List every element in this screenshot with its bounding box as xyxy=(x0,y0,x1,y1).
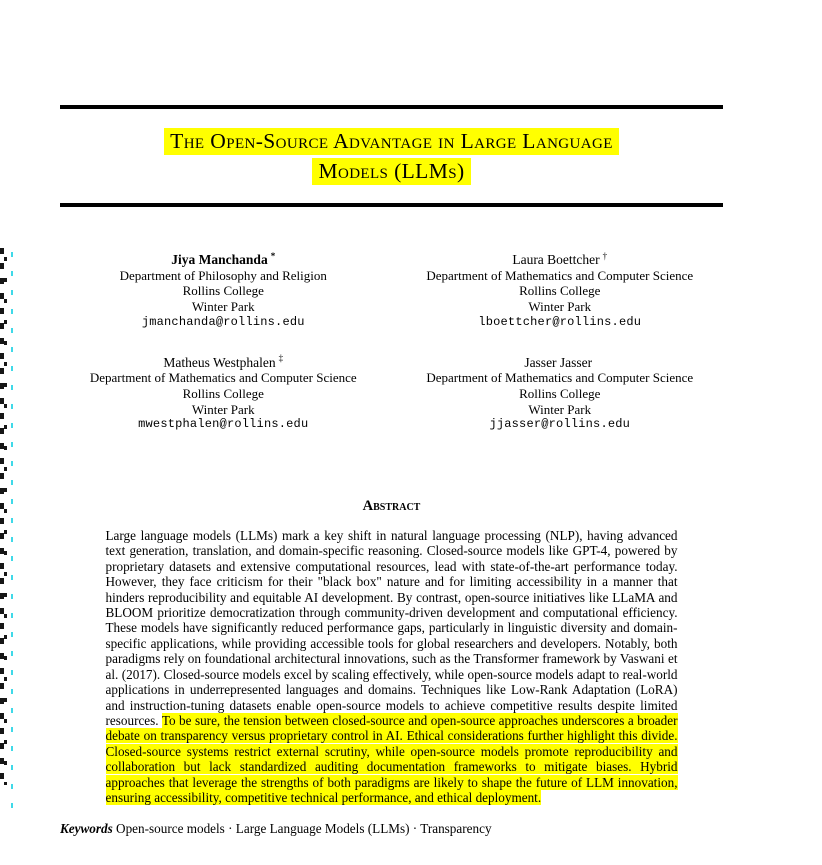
author-department: Department of Mathematics and Computer Science xyxy=(426,370,694,386)
paper-title-line1 xyxy=(60,126,723,156)
paper-title-line2 xyxy=(60,156,723,186)
author-institution: Rollins College xyxy=(519,385,601,401)
author-name-text: Matheus Westphalen xyxy=(163,354,276,370)
author-footnote-mark: † xyxy=(602,250,608,261)
author-city: Winter Park xyxy=(191,401,255,417)
author-block-matheus-westphalen xyxy=(60,355,387,434)
author-city: Winter Park xyxy=(191,299,255,315)
author-city: Winter Park xyxy=(528,299,592,315)
author-block-jiya-manchanda xyxy=(60,252,387,331)
author-institution: Rollins College xyxy=(182,385,264,401)
author-footnote-mark: ‡ xyxy=(278,353,284,364)
author-department: Department of Mathematics and Computer Science xyxy=(89,370,357,386)
author-name xyxy=(397,355,724,371)
author-email: lboettcher@rollins.edu xyxy=(478,314,642,329)
title-rule-top xyxy=(60,105,723,109)
author-department: Department of Mathematics and Computer Science xyxy=(426,267,694,283)
author-email: jjasser@rollins.edu xyxy=(489,417,631,432)
paper-content-column xyxy=(60,0,723,836)
author-grid xyxy=(60,252,723,433)
title-rule-bottom xyxy=(60,203,723,207)
author-city: Winter Park xyxy=(528,401,592,417)
keywords-text: Open-source models · Large Language Models (LLMs) · Transparency xyxy=(116,821,492,837)
abstract-paragraph xyxy=(106,528,678,805)
title-highlight: Models (LLMs) xyxy=(312,158,470,185)
author-name-text: Jasser Jasser xyxy=(524,354,593,370)
author-name-text: Jiya Manchanda xyxy=(171,252,268,267)
paper-title xyxy=(60,126,723,186)
author-department: Department of Philosophy and Religion xyxy=(119,267,327,283)
author-name-text: Laura Boettcher xyxy=(512,252,600,267)
author-email: jmanchanda@rollins.edu xyxy=(141,314,305,329)
author-institution: Rollins College xyxy=(519,283,601,299)
author-block-laura-boettcher xyxy=(397,252,724,331)
author-name xyxy=(60,355,387,371)
keywords-label: Keywords xyxy=(60,821,113,837)
author-footnote-mark: * xyxy=(270,250,276,261)
author-institution: Rollins College xyxy=(182,283,264,299)
keywords-line xyxy=(60,821,723,836)
abstract-text-highlighted: To be sure, the tension between closed-source and open-source approaches underscores a broader debate on transparency versus proprietary control in AI. Ethical considerations further highlight this divide. Closed-source systems restrict external scrutiny, while open-source models promote reproducibility and collaboration but lack standardized auditing documentation frameworks to mitigate biases. Hybrid approaches that leverage the strengths of both paradigms are likely to shape the future of LLM innovation, ensuring accessibility, competitive technical performance, and ethical deployment. xyxy=(105,712,678,805)
arxiv-watermark-glyph-fragments xyxy=(4,257,7,785)
title-highlight: The Open-Source Advantage in Large Language xyxy=(164,128,619,155)
abstract-text-plain: Large language models (LLMs) mark a key shift in natural language processing (NLP), having advanced text generation, translation, and domain-specific reasoning. Closed-source models like GPT-4, powered by proprietary datasets and extensive computational resources, lead with state-of-the-art performance today. However, they face criticism for their "black box" nature and for limiting accessibility in a manner that hinders reproducibility and equitable AI development. By contrast, open-source initiatives like LLaMA and BLOOM prioritize democratization through community-driven development and computational efficiency. These models have significantly reduced performance gaps, particularly in linguistic diversity and domain-specific applications, while providing accessible tools for global researchers and developers. Notably, both paradigms rely on foundational architectural innovations, such as the Transformer framework by Vaswani et al. (2017). Closed-source models excel by scaling effectively, while open-source models adapt to real-world applications in underrepresented languages and domains. Techniques like Low-Rank Adaptation (LoRA) and instruction-tuning datasets enable open-source models to achieve competitive results despite limited resources. xyxy=(105,528,678,728)
author-email: mwestphalen@rollins.edu xyxy=(138,417,309,432)
author-name xyxy=(397,252,724,268)
author-name xyxy=(60,252,387,268)
author-block-jasser-jasser xyxy=(397,355,724,434)
arxiv-watermark-dashed-line xyxy=(11,252,13,812)
abstract-heading: Abstract xyxy=(362,498,421,515)
